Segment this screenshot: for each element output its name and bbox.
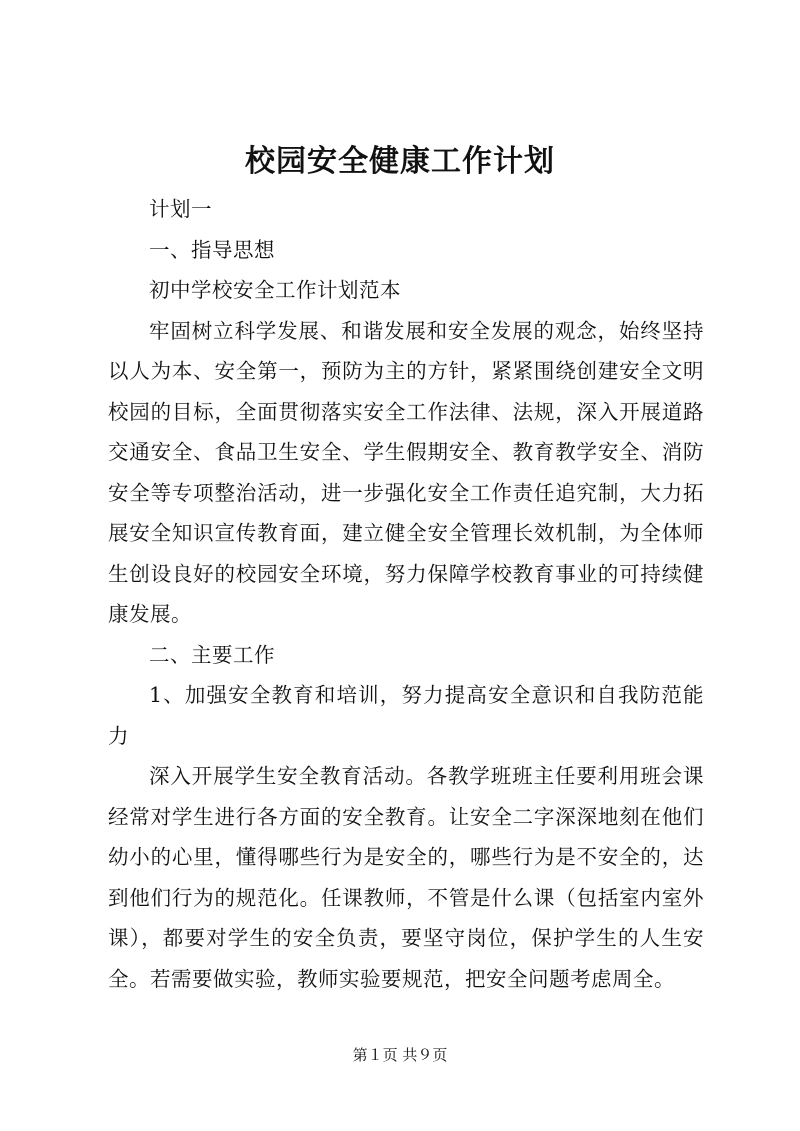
- paragraph-guiding-thought-body: 牢固树立科学发展、和谐发展和安全发展的观念，始终坚持以人为本、安全第一，预防为主的方针，紧紧围绕创建安全文明校园的目标，全面贯彻落实安全工作法律、法规，深入开展道路交通安全、食品卫生安全、学生假期安全、教育教学安全、消防安全等专项整治活动，进一步强化安全工作责任追究制，大力拓展安全知识宣传教育面，建立健全安全管理长效机制，为全体师生创设良好的校园安全环境，努力保障学校教育事业的可持续健康发展。: [108, 318, 704, 626]
- document-body: [108, 189, 704, 999]
- page-footer: 第１页 共９页: [352, 1046, 448, 1064]
- heading-safety-education: 1、加强安全教育和培训，努力提高安全意识和自我防范能力: [108, 683, 704, 748]
- heading-guiding-thought: 一、指导思想: [149, 237, 275, 262]
- paragraph-safety-education-body: 深入开展学生安全教育活动。各教学班班主任要利用班会课经常对学生进行各方面的安全教育。让安全二字深深地刻在他们幼小的心里，懂得哪些行为是安全的，哪些行为是不安全的，达到他们行为的规范化。任课教师，不管是什么课（包括室内室外课），都要对学生的安全负责，要坚守岗位，保护学生的人生安全。若需要做实验，教师实验要规范，把安全问题考虑周全。: [108, 764, 704, 991]
- document-title: 校园安全健康工作计划: [245, 144, 555, 179]
- paragraph-plan-one: 计划一: [149, 197, 212, 221]
- heading-main-work: 二、主要工作: [149, 642, 275, 667]
- paragraph-subtitle: 初中学校安全工作计划范本: [149, 278, 401, 302]
